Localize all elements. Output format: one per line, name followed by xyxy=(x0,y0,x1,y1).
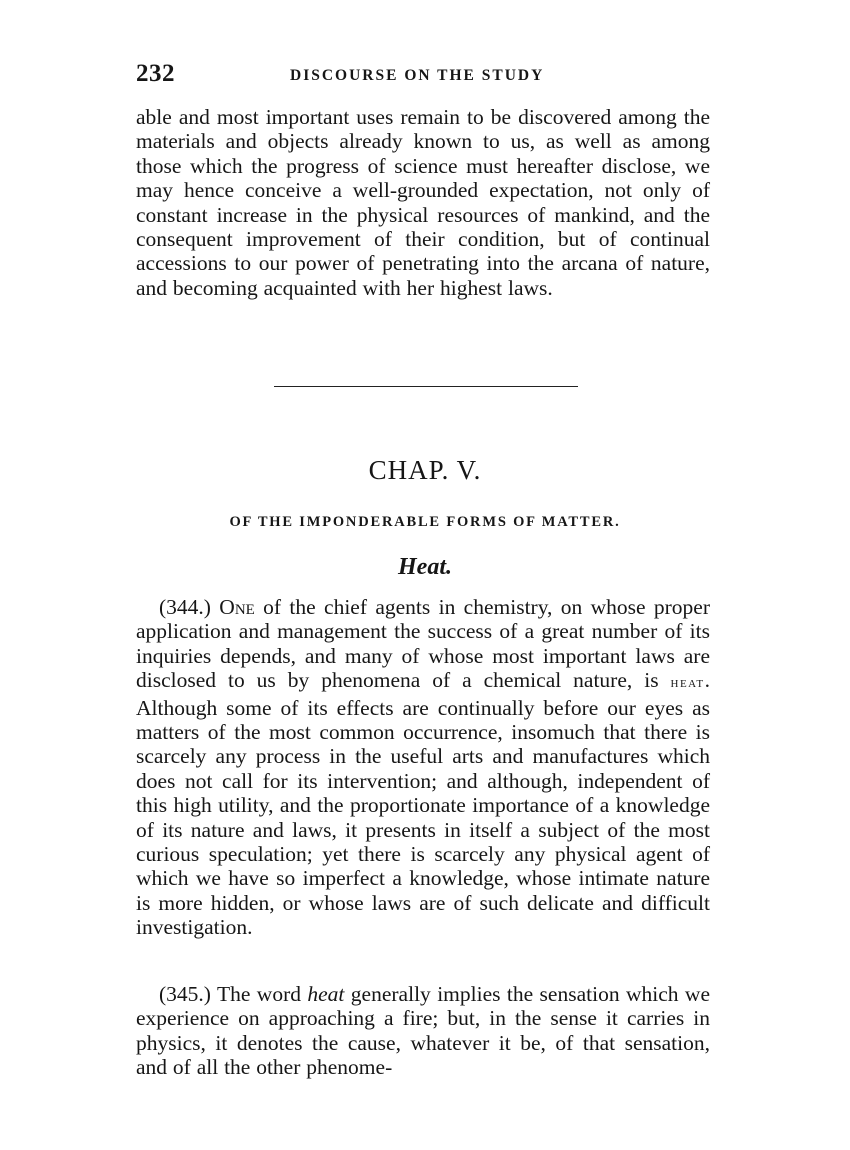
paragraph-text: . Although some of its effects are continually before our eyes as matters of the most common occurrence, insomuch that there is scarcely any process in the useful arts and manufactures which does not call for its intervention; and although, independent of this high utility, and the proportionate importance of a knowledge of its nature and laws, it presents in itself a subject of the most curious speculation; yet there is scarcely any physical agent of which we have so imperfect a knowledge, whose intimate nature is more hidden, or whose laws are of such delicate and difficult investigation. xyxy=(136,668,710,940)
paragraph-345 xyxy=(136,982,710,1080)
paragraph-number: (344.) xyxy=(159,595,211,619)
paragraph-lead-word: One xyxy=(219,595,255,619)
running-title: DISCOURSE ON THE STUDY xyxy=(290,67,545,84)
chapter-subtitle: OF THE IMPONDERABLE FORMS OF MATTER. xyxy=(229,514,621,530)
chapter-title: CHAP. V. xyxy=(368,455,482,485)
italic-term: heat xyxy=(307,982,345,1006)
continued-paragraph: able and most important uses remain to be discovered among the materials and objects already known to us, as well as among those which the progress of science must hereafter disclose, we may hence conceive a well-grounded expectation, not only of constant increase in the physical resources of mankind, and the consequent improvement of their condition, but of continual accessions to our power of penetrating into the arcana of nature, and becoming acquainted with her highest laws. xyxy=(136,105,710,300)
emphasized-term: heat xyxy=(670,675,705,692)
paragraph-text: The word xyxy=(210,982,308,1006)
running-head xyxy=(136,60,710,86)
section-divider xyxy=(274,386,578,387)
paragraph-text: of the chief agents in chemistry, on whose proper application and management the success of a great number of its inquiries depends, and many of whose most important laws are disclosed to us by phenomena of a chemical nature, is xyxy=(136,595,710,693)
section-heading: Heat. xyxy=(398,554,452,580)
page-number: 232 xyxy=(136,60,175,87)
paragraph-text: generally implies the sensation which we experience on approaching a fire; but, in the sense it carries in physics, it denotes the cause, whatever it be, of that sensation, and of all the other phenome- xyxy=(136,982,710,1080)
paragraph-number: (345.) xyxy=(159,982,211,1006)
paragraph-344 xyxy=(136,595,710,940)
